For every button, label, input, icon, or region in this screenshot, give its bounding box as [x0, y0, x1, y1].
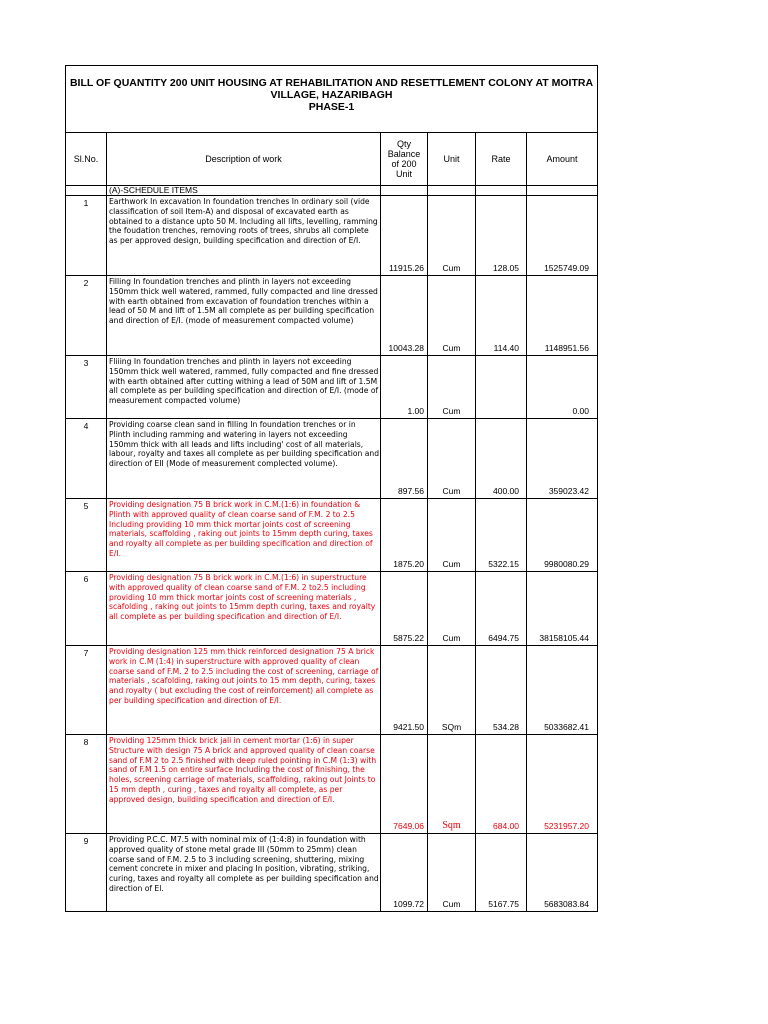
- item-rate: 684.00: [476, 735, 527, 834]
- item-amount: 5033682.41: [527, 646, 598, 735]
- item-amount: 5231957.20: [527, 735, 598, 834]
- item-qty: 1.00: [381, 356, 428, 419]
- item-unit: Cum: [428, 196, 476, 276]
- header-qty: [381, 133, 428, 186]
- item-number: 9: [66, 834, 107, 912]
- item-description: Providing designation 125 mm thick reinforced designation 75 A brick work in C.M (1:4) in superstructure with approved quality of clean coarse sand of F.M. 2 to 2.5 including the cost of screening, carriage of materials , scafolding, raking out joints to 15 mm depth, curing, taxes and royalty ( but excluding the cost of reinforcement) all complete as per building specification and direction of E/I.: [107, 646, 381, 735]
- item-rate: 128.05: [476, 196, 527, 276]
- item-amount: 38158105.44: [527, 572, 598, 646]
- item-qty: 11915.26: [381, 196, 428, 276]
- item-amount: 1148951.56: [527, 276, 598, 356]
- item-unit: Cum: [428, 499, 476, 572]
- item-amount: 1525749.09: [527, 196, 598, 276]
- header-amount: Amount: [527, 133, 598, 186]
- item-qty: 1099.72: [381, 834, 428, 912]
- document-title: [66, 66, 598, 133]
- title-line-1: BILL OF QUANTITY 200 UNIT HOUSING AT REHABILITATION AND RESETTLEMENT COLONY AT MOITRA: [69, 77, 594, 89]
- title-line-2: VILLAGE, HAZARIBAGH: [270, 89, 393, 101]
- item-rate: 534.28: [476, 646, 527, 735]
- item-number: 4: [66, 419, 107, 499]
- header-unit: Unit: [428, 133, 476, 186]
- title-line-3: PHASE-1: [308, 101, 355, 113]
- item-number: 2: [66, 276, 107, 356]
- item-description: Providing P.C.C. M7.5 with nominal mix of (1:4:8) in foundation with approved quality of stone metal grade III (50mm to 25mm) clean coarse sand of F.M. 2.5 to 3 including screening, shuttering, mixing cement concrete in mixer and placing In position, vibrating, striking, curing, taxes and royalty all complete as per building specification and direction of El.: [107, 834, 381, 912]
- item-description: Providing designation 75 B brick work in C.M.(1:6) in superstructure with approved quality of clean coarse sand of F.M. 2 to2.5 including providing 10 mm thick mortar joints cost of screening materials , scafolding , raking out joints to 15mm depth curing, taxes and royalty all complete as per building specification and direction of E/I.: [107, 572, 381, 646]
- item-qty: 9421.50: [381, 646, 428, 735]
- item-number: 3: [66, 356, 107, 419]
- item-description: Earthwork In excavation In foundation trenches In ordinary soil (vide classification of soil Item-A) and disposal of excavated earth as obtained to a distance upto 50 M. Including all lifts, levelling, ramming the foudation trenches, removing roots of trees, shrubs all complete as per approved design, building specification and direction of E/I.: [107, 196, 381, 276]
- item-qty: 1875.20: [381, 499, 428, 572]
- item-unit: Cum: [428, 572, 476, 646]
- item-number: 6: [66, 572, 107, 646]
- title-row: [66, 66, 598, 133]
- item-number: 1: [66, 196, 107, 276]
- item-qty: 7649.06: [381, 735, 428, 834]
- item-unit: SQm: [428, 646, 476, 735]
- item-rate: 6494.75: [476, 572, 527, 646]
- item-description: Providing 125mm thick brick jali in cement mortar (1:6) in super Structure with design 75 A brick and approved quality of clean coarse sand of F.M 2 to 2.5 finished with deep ruled pointing in C.M (1:3) with sand of F.M 1.5 on entire surface Including the cost of finishing, the holes, screening carriage of materials, scaffolding, raking out Joints to 15 mm depth , curing , taxes and royalty all complete, as per approved design, building specification and direction of E/I.: [107, 735, 381, 834]
- table-row: [66, 196, 598, 276]
- item-unit: Sqm: [428, 735, 476, 834]
- item-description: Providing designation 75 B brick work in C.M.(1:6) in foundation & Plinth with approved quality of clean coarse sand of F.M. 2 to 2.5 Including providing 10 mm thick mortar joints cost of screening materials, scaffolding , raking out joints to 15mm depth curing, taxes and royalty all complete as per building specification and direction of E/I.: [107, 499, 381, 572]
- item-number: 5: [66, 499, 107, 572]
- header-rate: Rate: [476, 133, 527, 186]
- header-qty-line-1: Qty: [396, 139, 411, 149]
- item-description: Fliiing In foundation trenches and plinth in layers not exceeding 150mm thick well watered, rammed, fully compacted and fine dressed with earth obtained after cutting withing a lead of 50M and lift of 1.5M all complete as per building specification and direction of E/I. (mode of measurement compacted volume): [107, 356, 381, 419]
- header-qty-line-2: Balance: [387, 149, 421, 159]
- header-row: [66, 133, 598, 186]
- table-row: [66, 419, 598, 499]
- item-rate: 5322.15: [476, 499, 527, 572]
- item-number: 7: [66, 646, 107, 735]
- item-amount: 5683083.84: [527, 834, 598, 912]
- table-row: [66, 646, 598, 735]
- item-qty: 5875.22: [381, 572, 428, 646]
- item-qty: 897.56: [381, 419, 428, 499]
- table-row: [66, 499, 598, 572]
- item-unit: Cum: [428, 356, 476, 419]
- header-slno: Sl.No.: [66, 133, 107, 186]
- header-qty-line-3: of 200: [391, 159, 417, 169]
- table-row: [66, 572, 598, 646]
- header-description: Description of work: [107, 133, 381, 186]
- bill-of-quantity-table: [65, 65, 598, 912]
- schedule-label: (A)-SCHEDULE ITEMS: [107, 186, 381, 196]
- item-qty: 10043.28: [381, 276, 428, 356]
- item-description: Filling In foundation trenches and plinth in layers not exceeding 150mm thick well watered, rammed, fully compacted and line dressed with earth obtained from excavation of foundation trenches within a lead of 50 M and lift of 1.5M all complete as per building specification and direction of E/I. (mode of measurement compacted volume): [107, 276, 381, 356]
- table-row: [66, 356, 598, 419]
- item-amount: 0.00: [527, 356, 598, 419]
- item-rate: [476, 356, 527, 419]
- table-row: [66, 834, 598, 912]
- item-number: 8: [66, 735, 107, 834]
- schedule-row: [66, 186, 598, 196]
- item-description: Providing coarse clean sand in filling In foundation trenches or in Plinth including ramming and watering in layers not exceeding 150mm thick with all leads and lifts including' cost of all materials, labour, royalty and taxes all complete as per building specification and direction of EII (Mode of measurement complected volume).: [107, 419, 381, 499]
- item-rate: 400.00: [476, 419, 527, 499]
- item-amount: 9980080.29: [527, 499, 598, 572]
- item-rate: 5167.75: [476, 834, 527, 912]
- table-row: [66, 735, 598, 834]
- item-amount: 359023.42: [527, 419, 598, 499]
- item-unit: Cum: [428, 834, 476, 912]
- header-qty-line-4: Unit: [395, 169, 412, 179]
- item-unit: Cum: [428, 276, 476, 356]
- table-row: [66, 276, 598, 356]
- item-unit: Cum: [428, 419, 476, 499]
- item-rate: 114.40: [476, 276, 527, 356]
